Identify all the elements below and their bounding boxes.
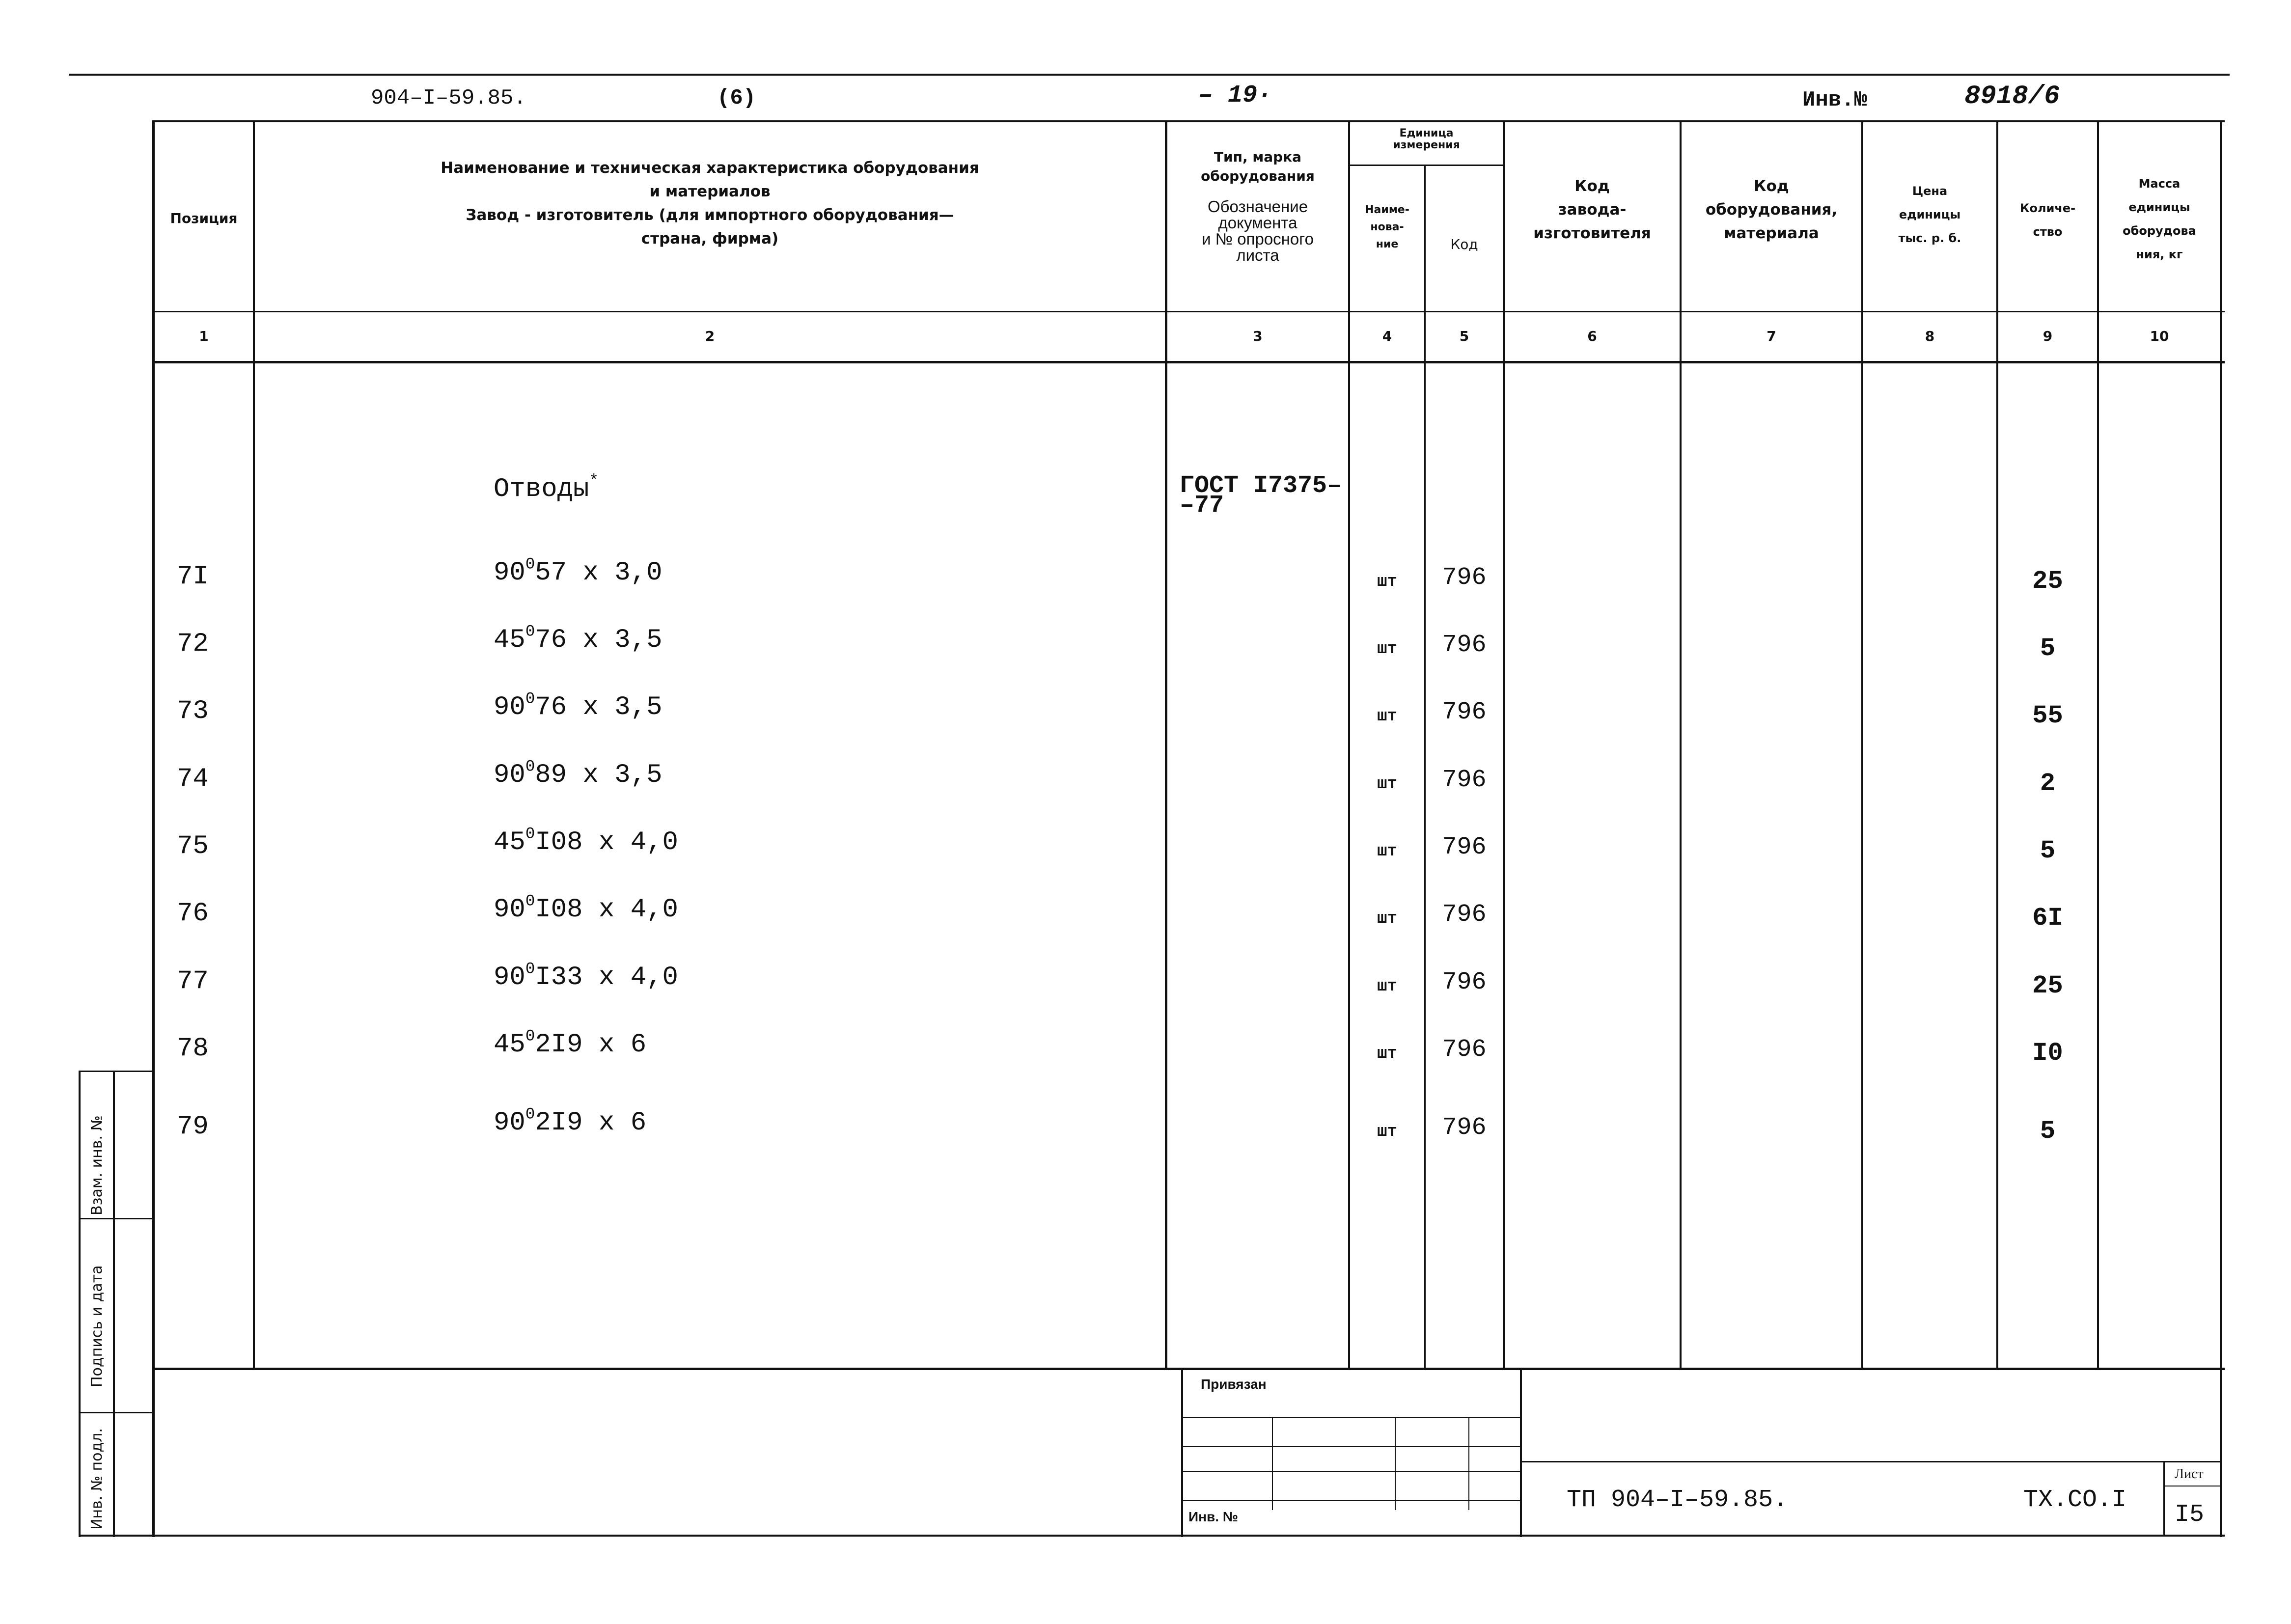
header-equipment-line2: оборудования, xyxy=(1705,201,1838,219)
header-unit-line1: Единица xyxy=(1399,127,1454,139)
header-doc-line4: листа xyxy=(1236,246,1279,265)
row-position: 72 xyxy=(177,629,209,659)
stamp-signature-date: Подпись и дата xyxy=(88,1265,106,1387)
row-unit: шт xyxy=(1377,977,1397,996)
row-size: 89 x 3,5 xyxy=(535,760,662,790)
degree-mark: 0 xyxy=(525,1105,535,1124)
row-position: 77 xyxy=(177,966,209,996)
row-unit: шт xyxy=(1377,775,1397,794)
row-angle: 45 xyxy=(494,1030,525,1060)
row-unit-code: 796 xyxy=(1442,631,1487,659)
row-quantity: 5 xyxy=(2040,836,2056,865)
group-title-text: Отводы xyxy=(494,474,589,504)
row-position: 74 xyxy=(177,764,209,794)
row-quantity: 2 xyxy=(2040,769,2056,798)
row-position: 73 xyxy=(177,696,209,726)
header-unit-name-line2: нова- xyxy=(1370,221,1404,234)
row-unit: шт xyxy=(1377,640,1397,659)
row-description xyxy=(494,825,678,857)
col-number-1: 1 xyxy=(199,328,209,344)
col-number-6: 6 xyxy=(1587,328,1597,344)
title-inventory-label: Инв. № xyxy=(1188,1509,1239,1524)
header-quantity-line1: Количе- xyxy=(2019,201,2076,215)
degree-mark: 0 xyxy=(525,689,535,708)
header-price-line1: Цена xyxy=(1912,184,1948,198)
col-number-4: 4 xyxy=(1382,328,1392,344)
header-factory-line3: изготовителя xyxy=(1533,224,1651,243)
header-name-line3: Завод - изготовитель (для импортного оборудования— xyxy=(466,206,954,224)
header-quantity xyxy=(1998,196,2097,244)
stamp-original-inventory: Инв. № подл. xyxy=(88,1428,106,1530)
row-quantity: 5 xyxy=(2040,1117,2056,1146)
row-quantity: 5 xyxy=(2040,634,2056,663)
row-unit: шт xyxy=(1377,909,1397,928)
row-angle: 90 xyxy=(494,1108,525,1138)
header-unit-name xyxy=(1350,201,1424,253)
row-unit-code: 796 xyxy=(1442,1036,1487,1064)
row-unit-code: 796 xyxy=(1442,1114,1487,1142)
inventory-label: Инв.№ xyxy=(1802,88,1868,112)
row-size: 76 x 3,5 xyxy=(535,625,662,655)
degree-mark: 0 xyxy=(525,960,535,978)
title-doc-code: ТП 904–I–59.85. xyxy=(1567,1486,1788,1514)
header-type-column xyxy=(1167,147,1348,263)
header-factory-line2: завода- xyxy=(1558,201,1627,219)
header-mass-line1: Масса xyxy=(2138,177,2181,191)
header-price-line3: тыс. р. б. xyxy=(1898,231,1961,245)
row-angle: 90 xyxy=(494,895,525,925)
col-number-7: 7 xyxy=(1767,328,1776,344)
doc-code-top: 904–I–59.85. xyxy=(371,86,526,110)
col-number-10: 10 xyxy=(2150,328,2169,344)
header-unit-name-line1: Наиме- xyxy=(1365,204,1409,216)
header-name-line4: страна, фирма) xyxy=(641,230,779,248)
row-angle: 90 xyxy=(494,692,525,722)
degree-mark: 0 xyxy=(525,825,535,843)
group-standard xyxy=(1180,472,1342,520)
sheet-label: Лист xyxy=(2175,1466,2204,1482)
header-unit-line2: измерения xyxy=(1393,139,1460,152)
col-number-9: 9 xyxy=(2043,328,2053,344)
header-position: Позиция xyxy=(170,210,238,226)
group-title xyxy=(494,471,599,504)
header-doc-line1: Обозначение xyxy=(1207,197,1308,216)
header-mass xyxy=(2099,172,2220,266)
header-doc-line2: документа xyxy=(1218,214,1297,232)
header-equipment-line3: материала xyxy=(1724,224,1819,243)
header-unit-name-line3: ние xyxy=(1376,238,1399,251)
header-equipment-code xyxy=(1682,174,1861,245)
group-standard-line1: ГОСТ I7375– xyxy=(1180,472,1342,500)
header-name-column xyxy=(255,156,1165,250)
row-unit-code: 796 xyxy=(1442,564,1487,592)
header-price-line2: единицы xyxy=(1899,208,1961,221)
header-mass-line4: ния, кг xyxy=(2136,248,2183,261)
degree-mark: 0 xyxy=(525,555,535,574)
row-unit: шт xyxy=(1377,707,1397,726)
row-unit: шт xyxy=(1377,1123,1397,1141)
page-mark: – 19· xyxy=(1198,82,1272,110)
row-quantity: 25 xyxy=(2032,971,2063,1000)
row-angle: 45 xyxy=(494,625,525,655)
attached-label: Привязан xyxy=(1201,1376,1267,1392)
header-quantity-line2: ство xyxy=(2033,225,2063,239)
degree-mark: 0 xyxy=(525,622,535,641)
header-unit-group xyxy=(1350,128,1503,151)
footnote-mark: * xyxy=(589,471,599,490)
stamp-replacement-inventory: Взам. инв. № xyxy=(88,1115,106,1215)
degree-mark: 0 xyxy=(525,757,535,776)
row-unit-code: 796 xyxy=(1442,968,1487,996)
row-angle: 90 xyxy=(494,760,525,790)
header-factory-code xyxy=(1505,174,1680,245)
row-angle: 90 xyxy=(494,963,525,992)
row-size: 2I9 x 6 xyxy=(535,1108,647,1138)
row-description xyxy=(494,960,678,992)
row-description xyxy=(494,892,678,925)
row-unit-code: 796 xyxy=(1442,901,1487,929)
row-size: I33 x 4,0 xyxy=(535,963,678,992)
row-angle: 90 xyxy=(494,558,525,588)
row-quantity: 25 xyxy=(2032,567,2063,596)
title-section-code: ТХ.СО.I xyxy=(2023,1486,2127,1514)
row-unit: шт xyxy=(1377,573,1397,591)
row-position: 7I xyxy=(177,562,209,592)
row-unit-code: 796 xyxy=(1442,833,1487,861)
header-name-line2: и материалов xyxy=(649,183,771,201)
col-number-2: 2 xyxy=(705,328,715,344)
row-size: 57 x 3,0 xyxy=(535,558,662,588)
row-description xyxy=(494,757,662,790)
sheet-number: (6) xyxy=(717,86,756,110)
row-size: I08 x 4,0 xyxy=(535,827,678,857)
degree-mark: 0 xyxy=(525,892,535,910)
header-doc-line3: и № опросного xyxy=(1202,230,1314,248)
row-description xyxy=(494,1027,647,1060)
row-size: 2I9 x 6 xyxy=(535,1030,647,1060)
row-description xyxy=(494,555,662,588)
header-name-line1: Наименование и техническая характеристика оборудования xyxy=(441,159,979,177)
col-number-3: 3 xyxy=(1253,328,1263,344)
header-type-line2: оборудования xyxy=(1201,168,1315,185)
row-unit-code: 796 xyxy=(1442,698,1487,726)
row-unit-code: 796 xyxy=(1442,766,1487,794)
header-unit-code: Код xyxy=(1450,236,1478,252)
row-unit: шт xyxy=(1377,842,1397,861)
row-position: 75 xyxy=(177,831,209,861)
sheet-number-value: I5 xyxy=(2175,1501,2205,1529)
header-factory-line1: Код xyxy=(1574,177,1610,195)
col-number-5: 5 xyxy=(1459,328,1469,344)
row-angle: 45 xyxy=(494,827,525,857)
row-quantity: I0 xyxy=(2032,1039,2063,1068)
degree-mark: 0 xyxy=(525,1027,535,1046)
group-standard-line2: –77 xyxy=(1180,492,1224,520)
row-description xyxy=(494,622,662,655)
row-size: 76 x 3,5 xyxy=(535,692,662,722)
header-type-line1: Тип, марка xyxy=(1214,149,1302,165)
row-position: 76 xyxy=(177,899,209,929)
header-price xyxy=(1863,179,1996,250)
row-unit: шт xyxy=(1377,1045,1397,1063)
header-equipment-line1: Код xyxy=(1754,177,1789,195)
row-position: 78 xyxy=(177,1034,209,1064)
row-quantity: 55 xyxy=(2032,701,2063,730)
row-description xyxy=(494,689,662,722)
row-quantity: 6I xyxy=(2032,904,2063,933)
inventory-value: 8918/6 xyxy=(1964,82,2060,111)
row-size: I08 x 4,0 xyxy=(535,895,678,925)
row-position: 79 xyxy=(177,1112,209,1142)
col-number-8: 8 xyxy=(1925,328,1935,344)
header-mass-line3: оборудова xyxy=(2123,224,2196,238)
header-mass-line2: единицы xyxy=(2128,200,2190,214)
row-description xyxy=(494,1105,647,1138)
